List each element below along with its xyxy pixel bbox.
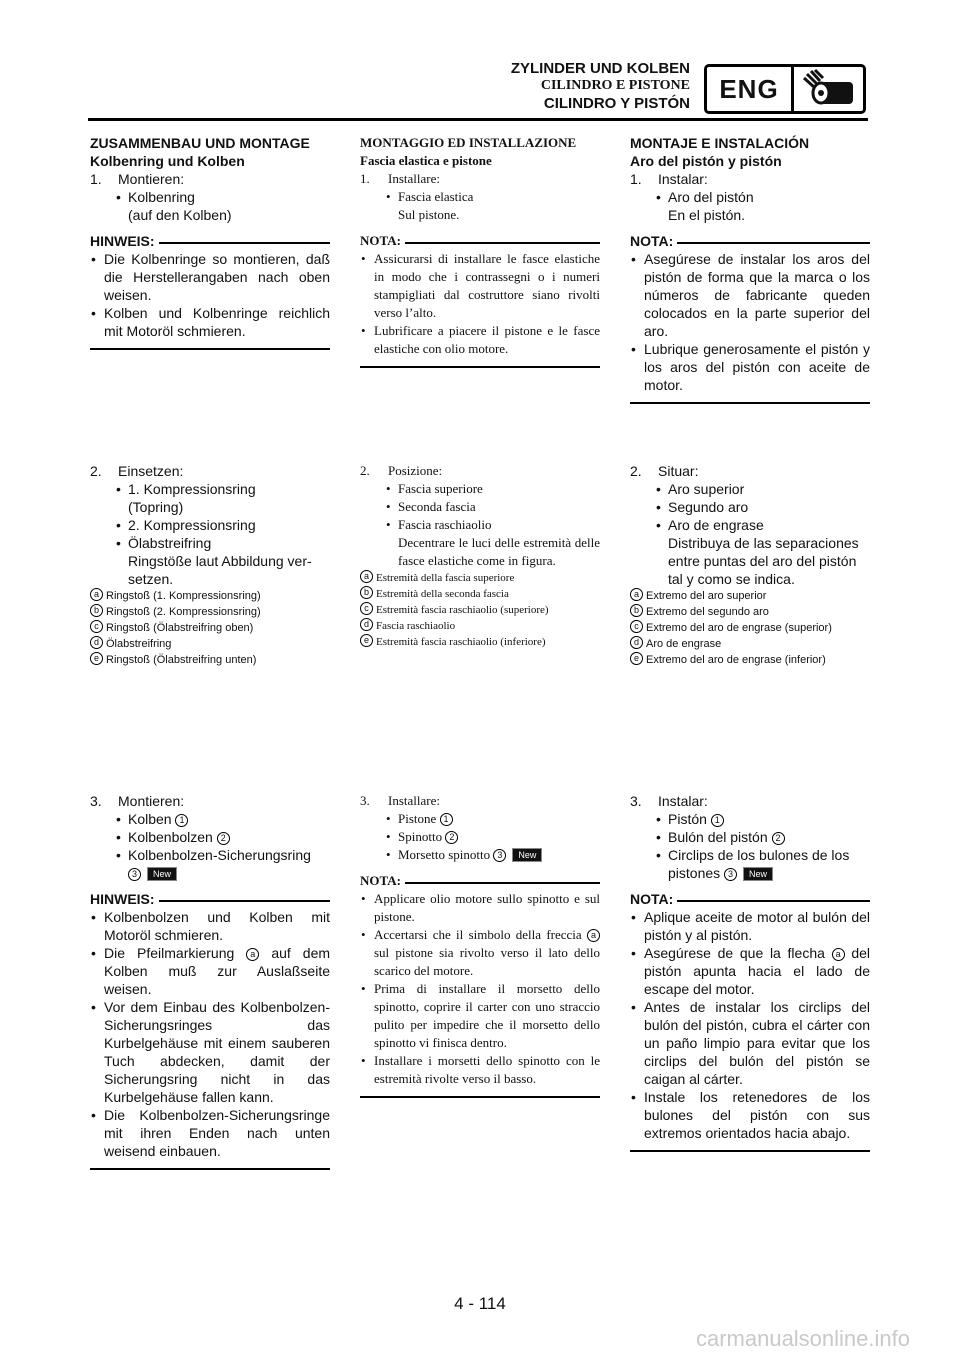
es-step2-item: Distribuya de las separaciones entre puntas del aro del pistón tal y como se indica. [668, 535, 859, 587]
es-step2-block [630, 462, 870, 668]
de-step2-item: Ringstöße laut Abbildung ver-setzen. [128, 553, 312, 587]
it-step2-block [360, 462, 600, 650]
new-part-badge: New [743, 867, 773, 881]
header-rule [88, 118, 868, 121]
de-note: • Kolben und Kolbenringe reichlich mit Motoröl schmieren. [90, 304, 330, 340]
es-note: • Instale los retenedores de los bulones del pistón con sus extremos orientados hacia abajo. [630, 1088, 870, 1142]
es-note-label: NOTA: [630, 232, 870, 250]
page-number: 4 - 114 [454, 1294, 506, 1313]
section-title-es: CILINDRO Y PISTÓN [543, 95, 690, 112]
es-step2: 2. Situar: [630, 463, 699, 479]
it-step3-item: • Spinotto 2 [360, 828, 600, 846]
de-legend-item: c Ringstoß (Ölabstreifring oben) [90, 620, 330, 636]
de-legend-item: e Ringstoß (Ölabstreifring unten) [90, 652, 330, 668]
watermark: carmanualsonline.info [695, 1326, 910, 1351]
es-step3-item: • Bulón del pistón 2 [630, 828, 870, 846]
de-step3-item: • Kolbenbolzen 2 [90, 828, 330, 846]
es-note-label: NOTA: [630, 890, 870, 908]
de-step3-item-callout: 3 New [90, 864, 330, 882]
it-legend-item: e Estremità fascia raschiaolio (inferiore) [360, 634, 600, 650]
es-step1: 1. Instalar: [630, 171, 708, 187]
de-step2-item: (Topring) [128, 499, 184, 515]
it-legend-item: b Estremità della seconda fascia [360, 586, 600, 602]
note-end-rule [630, 402, 870, 404]
de-legend-item: a Ringstoß (1. Kompressionsring) [90, 588, 330, 604]
es-legend-item: a Extremo del aro superior [630, 588, 870, 604]
note-end-rule [90, 1168, 330, 1170]
es-step1-item: • Aro del pistón [630, 188, 870, 206]
it-step2-item: • Fascia superiore [360, 480, 600, 498]
it-step3-item: • Morsetto spinotto 3 New [360, 846, 600, 864]
it-step1: 1. Installare: [360, 171, 440, 186]
es-heading: MONTAJE E INSTALACIÓN [630, 135, 810, 151]
de-note-label: HINWEIS: [90, 890, 330, 908]
es-note: • Aplique aceite de motor al bulón del pistón y al pistón. [630, 908, 870, 944]
it-note: • Accertarsi che il simbolo della freccia a sul pistone sia rivolto verso il lato dello scarico del motore. [360, 926, 600, 980]
de-note: • Vor dem Einbau des Kolbenbolzen-Sicherungsringes das Kurbelgehäuse mit einem sauberen Tuch abdecken, damit der Sicherungsring nicht in das Kurbelgehäuse fallen kann. [90, 998, 330, 1106]
de-step3-item: • Kolbenbolzen-Sicherungsring [90, 846, 330, 864]
es-step3-block [630, 792, 870, 1152]
note-end-rule [360, 1096, 600, 1098]
de-note: • Die Kolbenbolzen-Sicherungsringe mit ihren Enden nach unten weisend einbauen. [90, 1106, 330, 1160]
piston-icon [794, 67, 863, 111]
it-step1-block [360, 134, 600, 368]
es-note: • Asegúrese de que la flecha a del pistón apunta hacia el lado de escape del motor. [630, 944, 870, 998]
it-note: • Assicurarsi di installare le fasce elastiche in modo che i contrassegni o i numeri stampigliati dal costruttore siano rivolti verso l’alto. [360, 250, 600, 322]
it-step2-item: • Seconda fascia [360, 498, 600, 516]
de-note: • Kolbenbolzen und Kolben mit Motoröl schmieren. [90, 908, 330, 944]
es-step3-item: • Pistón 1 [630, 810, 870, 828]
it-step1-sub: Sul pistone. [398, 207, 460, 222]
es-step2-item: • Segundo aro [630, 498, 870, 516]
de-legend-item: d Ölabstreifring [90, 636, 330, 652]
de-heading: ZUSAMMENBAU UND MONTAGE [90, 135, 310, 151]
lang-badge: ENG [707, 67, 794, 111]
es-step2-item: • Aro de engrase [630, 516, 870, 534]
it-step3-item: • Pistone 1 [360, 810, 600, 828]
de-step1: 1. Montieren: [90, 171, 185, 187]
note-end-rule [90, 348, 330, 350]
es-legend-item: b Extremo del segundo aro [630, 604, 870, 620]
de-note: • Die Pfeilmarkierung a auf dem Kolben muß zur Auslaßseite weisen. [90, 944, 330, 998]
engine-section-badge [704, 64, 866, 114]
it-note: • Installare i morsetti dello spinotto con le estremità rivolte verso il basso. [360, 1052, 600, 1088]
it-legend-item: d Fascia raschiaolio [360, 618, 600, 634]
section-title-de: ZYLINDER UND KOLBEN [510, 60, 690, 77]
es-note: • Lubrique generosamente el pistón y los aros del pistón con aceite de motor. [630, 340, 870, 394]
de-note: • Die Kolbenringe so montieren, daß die Herstellerangaben nach oben weisen. [90, 250, 330, 304]
de-step3: 3. Montieren: [90, 793, 185, 809]
it-note-label: NOTA: [360, 872, 600, 890]
it-note-label: NOTA: [360, 232, 600, 250]
de-subheading: Kolbenring und Kolben [90, 153, 245, 169]
it-note: • Lubrificare a piacere il pistone e le fasce elastiche con olio motore. [360, 322, 600, 358]
de-legend-item: b Ringstoß (2. Kompressionsring) [90, 604, 330, 620]
it-note: • Applicare olio motore sullo spinotto e sul pistone. [360, 890, 600, 926]
new-part-badge: New [512, 848, 542, 862]
de-step2: 2. Einsetzen: [90, 463, 184, 479]
es-step2-item: • Aro superior [630, 480, 870, 498]
es-legend-item: d Aro de engrase [630, 636, 870, 652]
it-step3-block [360, 792, 600, 1098]
de-step2-item: • 2. Kompressionsring [90, 516, 330, 534]
es-step1-sub: En el pistón. [668, 207, 746, 223]
de-step2-item: • Ölabstreifring [90, 534, 330, 552]
es-step1-block [630, 134, 870, 404]
es-note: • Asegúrese de instalar los aros del pistón de forma que la marca o los números de fabricante queden colocados en la parte superior del aro. [630, 250, 870, 340]
it-step3: 3. Installare: [360, 793, 440, 808]
it-legend-item: c Estremità fascia raschiaolio (superiore) [360, 602, 600, 618]
it-step2-item: Decentrare le luci delle estremità delle fasce elastiche come in figura. [398, 535, 600, 568]
es-subheading: Aro del pistón y pistón [630, 153, 782, 169]
it-step2: 2. Posizione: [360, 463, 443, 478]
de-step1-sub: (auf den Kolben) [128, 207, 232, 223]
de-step3-block [90, 792, 330, 1170]
it-step1-item: • Fascia elastica [360, 188, 600, 206]
de-step3-item: • Kolben 1 [90, 810, 330, 828]
it-heading: MONTAGGIO ED INSTALLAZIONE [360, 135, 577, 150]
de-step1-item: • Kolbenring [90, 188, 330, 206]
es-step3-item: • Circlips de los bulones de los pistones 3 New [630, 846, 870, 882]
section-title-it: CILINDRO E PISTONE [540, 78, 690, 93]
es-legend-item: e Extremo del aro de engrase (inferior) [630, 652, 870, 668]
de-step2-item: • 1. Kompressionsring [90, 480, 330, 498]
note-end-rule [630, 1150, 870, 1152]
it-legend-item: a Estremità della fascia superiore [360, 570, 600, 586]
it-step2-item: • Fascia raschiaolio [360, 516, 600, 534]
de-step1-block [90, 134, 330, 350]
es-legend-item: c Extremo del aro de engrase (superior) [630, 620, 870, 636]
de-note-label: HINWEIS: [90, 232, 330, 250]
note-end-rule [360, 366, 600, 368]
it-note: • Prima di installare il morsetto dello spinotto, coprire il carter con uno straccio pulito per impedire che il morsetto dello spinotto vi finisca dentro. [360, 980, 600, 1052]
de-step2-block [90, 462, 330, 668]
es-note: • Antes de instalar los circlips del bulón del pistón, cubra el cárter con un paño limpio para evitar que los circlips del bulón del pistón se caigan al cárter. [630, 998, 870, 1088]
new-part-badge: New [147, 867, 177, 881]
it-subheading: Fascia elastica e pistone [360, 153, 492, 168]
es-step3: 3. Instalar: [630, 793, 708, 809]
